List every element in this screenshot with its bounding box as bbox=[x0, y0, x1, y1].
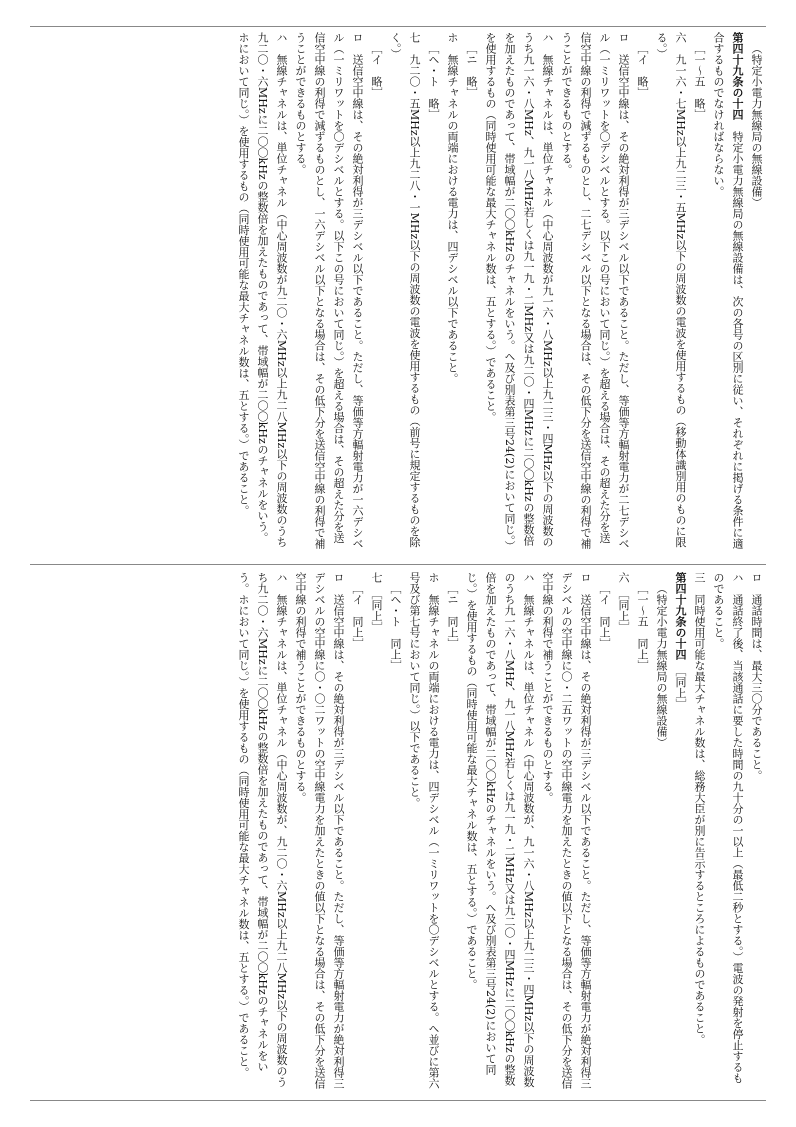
old-article bbox=[671, 572, 690, 1092]
bottom-rule bbox=[30, 1100, 766, 1101]
old-caption: （特定小電力無線局の無線設備） bbox=[655, 583, 668, 748]
new-item6-ro: ロ 送信空中線は、その絶対利得が三デシベル以下であること。ただし、等価等方輻射電力が二七デシベル（一ミリワットを〇デシベルとする。以下この号において同じ。）を超える場合は、その超えた分を送信空中線の利得で減ずるものとし、二七デシベル以下となる場合は、その低下分を送信空中線の利得で補うことができるものとする。 bbox=[560, 32, 630, 549]
old-item6-ni: ［ニ 同上］ bbox=[446, 583, 459, 649]
new-item6: 六 九一六・七MHz以上九二三・五MHz以下の周波数の電波を使用するもの（移動体識別用のものに限る。） bbox=[655, 32, 687, 548]
new-item6-i: ［イ 略］ bbox=[636, 43, 649, 98]
new-item7-ha: ハ 無線チャネルは、単位チャネル（中心周波数が九二〇・六MHz以上九二八MHz以下の周波数のうち九二〇・六MHzに二〇〇kHzの整数倍を加えたものであって、帯域幅が二〇〇kHzのチャネルをいう。ホにおいて同じ。）を使用するもの（同時使用可能な最大チャネル数は、五とする。）であること。 bbox=[237, 32, 288, 548]
new-item6-ha: ハ 無線チャネルは、単位チャネル（中心周波数が九一六・八MHz以上九二三・四MHz以下の周波数のうち九一六・八MHz、九一八MHz若しくは九一九・二MHz又は九二〇・四MHzに二〇〇kHzの整数倍を加えたものであって、帯域幅が二〇〇kHzのチャネルをいう。ヘ及び別表第三号24(2)において同じ。）を使用するもの（同時使用可能な最大チャネル数は、五とする。）であること。 bbox=[484, 32, 554, 552]
old-item7-i: ［イ 同上］ bbox=[351, 583, 364, 649]
old-text-panel bbox=[30, 572, 766, 1092]
new-item7-i: ［イ 略］ bbox=[370, 43, 383, 98]
old-ro: ロ 通話時間は、最大三〇分であること。 bbox=[750, 572, 763, 781]
old-article-same: ［同上］ bbox=[674, 671, 687, 710]
new-item6-ni: ［ニ 略］ bbox=[465, 43, 478, 98]
old-item6-i: ［イ 同上］ bbox=[598, 583, 611, 649]
old-item6-he-to: ［ヘ・ト 同上］ bbox=[389, 583, 402, 671]
old-item6-ha: ハ 無線チャネルは、単位チャネル（中心周波数が、九一六・八MHz以上九二三・四MHz以下の周波数のうち九一六・八MHz、九一八MHz若しくは九一九・二MHz又は九二〇・四MHzに二〇〇kHzの整数倍を加えたものであって、帯域幅が二〇〇kHzのチャネルをいう。ヘ及び別表第三号24(2)において同じ。）を使用するもの（同時使用可能な最大チャネル数は、五とする。）であること。 bbox=[465, 572, 535, 1088]
old-item7: 七 ［同上］ bbox=[370, 572, 383, 633]
new-caption: （特定小電力無線局の無線設備） bbox=[750, 43, 763, 208]
new-omitted-1-5: ［一～五 略］ bbox=[693, 43, 706, 120]
new-item6-ho: ホ 無線チャネルの両端における電力は、四デシベル以下であること。 bbox=[446, 32, 459, 384]
new-article-heading: 第四十九条の十四 bbox=[731, 32, 744, 120]
old-san: 三 同時使用可能な最大チャネル数は、総務大臣が別に告示するところによるものであること。 bbox=[693, 572, 706, 1045]
new-item7-ro: ロ 送信空中線は、その絶対利得が三デシベル以下であること。ただし、等価等方輻射電力が一六デシベル（一ミリワットを〇デシベルとする。以下この号において同じ。）を超える場合は、その超えた分を送信空中線の利得で減ずるものとし、一六デシベル以下となる場合は、その低下分を送信空中線の利得で補うことができるものとする。 bbox=[294, 32, 364, 549]
old-item6-ro: ロ 送信空中線は、その絶対利得が三デシベル以下であること。ただし、等価等方輻射電力が絶対利得三デシベルの空中線に〇・二五ワットの空中線電力を加えたときの値以下となる場合は、その低下分を送信空中線の利得で補うことができるものとする。 bbox=[541, 572, 592, 1089]
new-article-body: 特定小電力無線局の無線設備は、次の各号の区別に従い、それぞれに掲げる条件に適合するものでなければならない。 bbox=[712, 32, 744, 549]
top-rule bbox=[30, 26, 766, 27]
old-item7-ha: ハ 無線チャネルは、単位チャネル（中心周波数が、九二〇・六MHz以上九二八MHz以下の周波数のうち九二〇・六MHzに二〇〇kHzの整数倍を加えたものであって、帯域幅が二〇〇kHzのチャネルをいう。ホにおいて同じ。）を使用するもの（同時使用可能な最大チャネル数は、五とする。）であること。 bbox=[237, 572, 288, 1088]
old-omitted-1-5: ［一～五 同上］ bbox=[636, 583, 649, 671]
old-item6-ho: ホ 無線チャネルの両端における電力は、四デシベル（一ミリワットを〇デシベルとする。ヘ並びに第六号及び第七号において同じ。）以下であること。 bbox=[408, 572, 440, 1089]
new-article bbox=[709, 32, 747, 552]
old-article-heading: 第四十九条の十四 bbox=[674, 572, 687, 660]
old-ha: ハ 通話終了後、当該通話に要した時間の九十分の一以上（最低二秒とする。）電波の発射を停止するものであること。 bbox=[712, 572, 744, 1084]
old-item7-ro: ロ 送信空中線は、その絶対利得が三デシベル以下であること。ただし、等価等方輻射電力が絶対利得三デシベルの空中線に〇・〇二ワットの空中線電力を加えたときの値以下となる場合は、その低下分を送信空中線の利得で補うことができるものとする。 bbox=[294, 572, 345, 1089]
new-item7: 七 九二〇・五MHz以上九二八・一MHz以下の周波数の電波を使用するもの（前号に規定するものを除く。） bbox=[389, 32, 421, 548]
middle-rule bbox=[30, 564, 766, 565]
new-text-panel bbox=[30, 32, 766, 552]
new-item6-he-to: ［ヘ・ト 略］ bbox=[427, 43, 440, 120]
old-item6: 六 ［同上］ bbox=[617, 572, 630, 633]
